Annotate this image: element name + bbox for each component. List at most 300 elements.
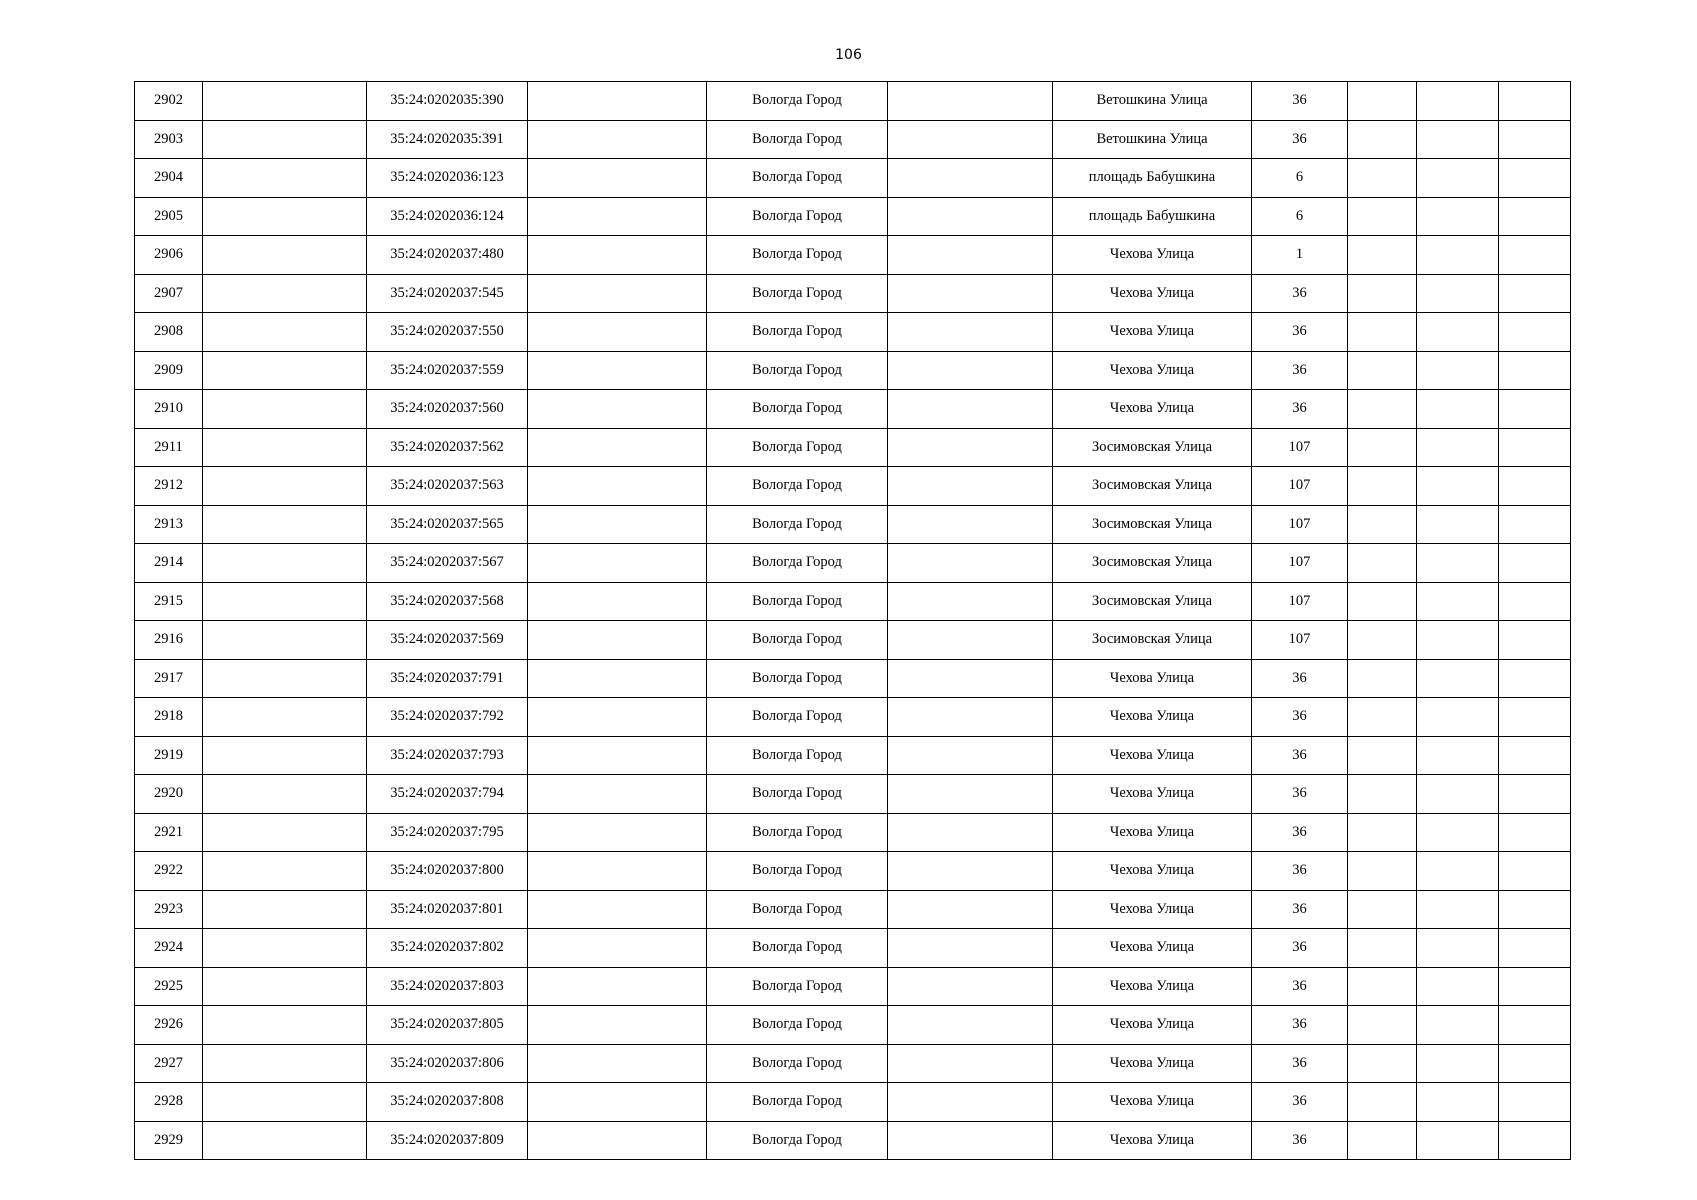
- house-number-cell: 36: [1252, 1083, 1348, 1122]
- row-number-cell: 2924: [135, 929, 203, 968]
- house-number-cell: 36: [1252, 120, 1348, 159]
- empty-cell: [203, 698, 367, 737]
- table-row: [135, 929, 1571, 968]
- empty-cell: [1348, 813, 1417, 852]
- empty-cell: [528, 197, 707, 236]
- empty-cell: [1417, 120, 1499, 159]
- empty-cell: [1348, 852, 1417, 891]
- empty-cell: [888, 351, 1053, 390]
- empty-cell: [203, 351, 367, 390]
- empty-cell: [203, 813, 367, 852]
- empty-cell: [1499, 82, 1571, 121]
- row-number-cell: 2907: [135, 274, 203, 313]
- table-row: [135, 159, 1571, 198]
- empty-cell: [1348, 351, 1417, 390]
- street-cell: Зосимовская Улица: [1053, 428, 1252, 467]
- street-cell: площадь Бабушкина: [1053, 197, 1252, 236]
- table-row: [135, 1006, 1571, 1045]
- table-row: [135, 813, 1571, 852]
- street-cell: Чехова Улица: [1053, 813, 1252, 852]
- table-row: [135, 236, 1571, 275]
- locality-cell: Вологда Город: [707, 698, 888, 737]
- table-row: [135, 890, 1571, 929]
- locality-cell: Вологда Город: [707, 1083, 888, 1122]
- table-body: [135, 82, 1571, 1160]
- empty-cell: [203, 197, 367, 236]
- empty-cell: [888, 1044, 1053, 1083]
- empty-cell: [528, 813, 707, 852]
- empty-cell: [1499, 544, 1571, 583]
- house-number-cell: 36: [1252, 313, 1348, 352]
- table-row: [135, 775, 1571, 814]
- table-row: [135, 390, 1571, 429]
- locality-cell: Вологда Город: [707, 236, 888, 275]
- locality-cell: Вологда Город: [707, 1121, 888, 1160]
- row-number-cell: 2905: [135, 197, 203, 236]
- empty-cell: [1499, 736, 1571, 775]
- empty-cell: [1499, 698, 1571, 737]
- empty-cell: [1417, 274, 1499, 313]
- locality-cell: Вологда Город: [707, 813, 888, 852]
- empty-cell: [888, 1083, 1053, 1122]
- street-cell: Ветошкина Улица: [1053, 82, 1252, 121]
- empty-cell: [888, 428, 1053, 467]
- empty-cell: [203, 890, 367, 929]
- locality-cell: Вологда Город: [707, 967, 888, 1006]
- empty-cell: [1499, 428, 1571, 467]
- empty-cell: [888, 544, 1053, 583]
- empty-cell: [888, 698, 1053, 737]
- cadastral-number-cell: 35:24:0202037:559: [367, 351, 528, 390]
- row-number-cell: 2928: [135, 1083, 203, 1122]
- house-number-cell: 36: [1252, 890, 1348, 929]
- row-number-cell: 2925: [135, 967, 203, 1006]
- house-number-cell: 6: [1252, 197, 1348, 236]
- empty-cell: [203, 390, 367, 429]
- street-cell: Зосимовская Улица: [1053, 582, 1252, 621]
- empty-cell: [1499, 890, 1571, 929]
- empty-cell: [203, 120, 367, 159]
- table-row: [135, 428, 1571, 467]
- empty-cell: [888, 197, 1053, 236]
- empty-cell: [528, 852, 707, 891]
- table-row: [135, 197, 1571, 236]
- cadastral-number-cell: 35:24:0202037:545: [367, 274, 528, 313]
- empty-cell: [528, 659, 707, 698]
- empty-cell: [1417, 428, 1499, 467]
- row-number-cell: 2908: [135, 313, 203, 352]
- empty-cell: [1499, 120, 1571, 159]
- empty-cell: [528, 1083, 707, 1122]
- table-row: [135, 505, 1571, 544]
- empty-cell: [1417, 313, 1499, 352]
- house-number-cell: 107: [1252, 505, 1348, 544]
- row-number-cell: 2918: [135, 698, 203, 737]
- locality-cell: Вологда Город: [707, 82, 888, 121]
- house-number-cell: 1: [1252, 236, 1348, 275]
- empty-cell: [1499, 159, 1571, 198]
- registry-table: [134, 81, 1571, 1160]
- street-cell: Чехова Улица: [1053, 236, 1252, 275]
- row-number-cell: 2915: [135, 582, 203, 621]
- row-number-cell: 2921: [135, 813, 203, 852]
- row-number-cell: 2920: [135, 775, 203, 814]
- empty-cell: [888, 313, 1053, 352]
- cadastral-number-cell: 35:24:0202037:567: [367, 544, 528, 583]
- cadastral-number-cell: 35:24:0202037:550: [367, 313, 528, 352]
- street-cell: Чехова Улица: [1053, 775, 1252, 814]
- empty-cell: [1417, 82, 1499, 121]
- house-number-cell: 107: [1252, 621, 1348, 660]
- street-cell: Чехова Улица: [1053, 390, 1252, 429]
- empty-cell: [1417, 698, 1499, 737]
- table-row: [135, 967, 1571, 1006]
- locality-cell: Вологда Город: [707, 659, 888, 698]
- house-number-cell: 36: [1252, 1044, 1348, 1083]
- empty-cell: [203, 274, 367, 313]
- house-number-cell: 36: [1252, 852, 1348, 891]
- empty-cell: [1499, 390, 1571, 429]
- empty-cell: [528, 929, 707, 968]
- empty-cell: [888, 1006, 1053, 1045]
- cadastral-number-cell: 35:24:0202037:809: [367, 1121, 528, 1160]
- page-number: 106: [835, 47, 862, 63]
- empty-cell: [528, 159, 707, 198]
- street-cell: Чехова Улица: [1053, 698, 1252, 737]
- empty-cell: [888, 890, 1053, 929]
- locality-cell: Вологда Город: [707, 428, 888, 467]
- table-row: [135, 1121, 1571, 1160]
- empty-cell: [1499, 313, 1571, 352]
- empty-cell: [528, 582, 707, 621]
- street-cell: Чехова Улица: [1053, 1044, 1252, 1083]
- empty-cell: [1417, 351, 1499, 390]
- row-number-cell: 2922: [135, 852, 203, 891]
- empty-cell: [888, 929, 1053, 968]
- table-row: [135, 1044, 1571, 1083]
- street-cell: Зосимовская Улица: [1053, 467, 1252, 506]
- table-row: [135, 313, 1571, 352]
- row-number-cell: 2929: [135, 1121, 203, 1160]
- cadastral-number-cell: 35:24:0202037:792: [367, 698, 528, 737]
- empty-cell: [528, 698, 707, 737]
- empty-cell: [888, 505, 1053, 544]
- empty-cell: [528, 544, 707, 583]
- locality-cell: Вологда Город: [707, 852, 888, 891]
- empty-cell: [1348, 582, 1417, 621]
- cadastral-number-cell: 35:24:0202035:390: [367, 82, 528, 121]
- empty-cell: [203, 929, 367, 968]
- empty-cell: [203, 967, 367, 1006]
- empty-cell: [1499, 197, 1571, 236]
- empty-cell: [888, 736, 1053, 775]
- empty-cell: [1499, 1044, 1571, 1083]
- empty-cell: [1417, 544, 1499, 583]
- empty-cell: [1417, 929, 1499, 968]
- empty-cell: [888, 621, 1053, 660]
- empty-cell: [888, 852, 1053, 891]
- house-number-cell: 107: [1252, 582, 1348, 621]
- empty-cell: [888, 82, 1053, 121]
- street-cell: Чехова Улица: [1053, 1083, 1252, 1122]
- street-cell: Чехова Улица: [1053, 659, 1252, 698]
- empty-cell: [1417, 582, 1499, 621]
- empty-cell: [1499, 621, 1571, 660]
- empty-cell: [888, 274, 1053, 313]
- house-number-cell: 36: [1252, 274, 1348, 313]
- empty-cell: [1348, 505, 1417, 544]
- locality-cell: Вологда Город: [707, 1006, 888, 1045]
- cadastral-number-cell: 35:24:0202037:805: [367, 1006, 528, 1045]
- empty-cell: [528, 313, 707, 352]
- empty-cell: [1499, 1121, 1571, 1160]
- house-number-cell: 36: [1252, 813, 1348, 852]
- empty-cell: [1417, 159, 1499, 198]
- empty-cell: [1348, 1083, 1417, 1122]
- empty-cell: [528, 120, 707, 159]
- empty-cell: [528, 82, 707, 121]
- cadastral-number-cell: 35:24:0202037:562: [367, 428, 528, 467]
- empty-cell: [1417, 197, 1499, 236]
- empty-cell: [1499, 505, 1571, 544]
- empty-cell: [528, 1121, 707, 1160]
- locality-cell: Вологда Город: [707, 505, 888, 544]
- street-cell: Чехова Улица: [1053, 890, 1252, 929]
- cadastral-number-cell: 35:24:0202037:791: [367, 659, 528, 698]
- cadastral-number-cell: 35:24:0202037:793: [367, 736, 528, 775]
- table-row: [135, 621, 1571, 660]
- empty-cell: [528, 351, 707, 390]
- empty-cell: [1499, 813, 1571, 852]
- empty-cell: [1348, 390, 1417, 429]
- empty-cell: [1499, 852, 1571, 891]
- row-number-cell: 2914: [135, 544, 203, 583]
- table-row: [135, 120, 1571, 159]
- street-cell: Чехова Улица: [1053, 274, 1252, 313]
- cadastral-number-cell: 35:24:0202037:568: [367, 582, 528, 621]
- house-number-cell: 36: [1252, 1006, 1348, 1045]
- locality-cell: Вологда Город: [707, 736, 888, 775]
- empty-cell: [528, 736, 707, 775]
- house-number-cell: 36: [1252, 390, 1348, 429]
- empty-cell: [1499, 929, 1571, 968]
- empty-cell: [888, 775, 1053, 814]
- row-number-cell: 2902: [135, 82, 203, 121]
- empty-cell: [888, 120, 1053, 159]
- locality-cell: Вологда Город: [707, 351, 888, 390]
- cadastral-number-cell: 35:24:0202037:801: [367, 890, 528, 929]
- empty-cell: [528, 775, 707, 814]
- empty-cell: [203, 582, 367, 621]
- empty-cell: [888, 1121, 1053, 1160]
- locality-cell: Вологда Город: [707, 159, 888, 198]
- house-number-cell: 36: [1252, 659, 1348, 698]
- empty-cell: [528, 967, 707, 1006]
- locality-cell: Вологда Город: [707, 621, 888, 660]
- locality-cell: Вологда Город: [707, 929, 888, 968]
- table-row: [135, 698, 1571, 737]
- empty-cell: [1417, 890, 1499, 929]
- row-number-cell: 2916: [135, 621, 203, 660]
- row-number-cell: 2906: [135, 236, 203, 275]
- empty-cell: [1417, 1121, 1499, 1160]
- cadastral-number-cell: 35:24:0202036:123: [367, 159, 528, 198]
- cadastral-number-cell: 35:24:0202037:560: [367, 390, 528, 429]
- locality-cell: Вологда Город: [707, 890, 888, 929]
- table-row: [135, 544, 1571, 583]
- street-cell: Чехова Улица: [1053, 929, 1252, 968]
- row-number-cell: 2909: [135, 351, 203, 390]
- empty-cell: [1499, 659, 1571, 698]
- table-row: [135, 467, 1571, 506]
- house-number-cell: 36: [1252, 775, 1348, 814]
- row-number-cell: 2923: [135, 890, 203, 929]
- empty-cell: [1348, 929, 1417, 968]
- empty-cell: [1348, 775, 1417, 814]
- street-cell: Зосимовская Улица: [1053, 621, 1252, 660]
- table-row: [135, 274, 1571, 313]
- house-number-cell: 107: [1252, 467, 1348, 506]
- cadastral-number-cell: 35:24:0202035:391: [367, 120, 528, 159]
- cadastral-number-cell: 35:24:0202037:806: [367, 1044, 528, 1083]
- empty-cell: [203, 621, 367, 660]
- empty-cell: [1417, 967, 1499, 1006]
- empty-cell: [888, 659, 1053, 698]
- empty-cell: [1417, 1006, 1499, 1045]
- street-cell: Чехова Улица: [1053, 1121, 1252, 1160]
- empty-cell: [203, 428, 367, 467]
- row-number-cell: 2904: [135, 159, 203, 198]
- cadastral-number-cell: 35:24:0202037:565: [367, 505, 528, 544]
- empty-cell: [528, 1006, 707, 1045]
- locality-cell: Вологда Город: [707, 313, 888, 352]
- street-cell: площадь Бабушкина: [1053, 159, 1252, 198]
- empty-cell: [203, 1121, 367, 1160]
- locality-cell: Вологда Город: [707, 544, 888, 583]
- empty-cell: [1417, 775, 1499, 814]
- cadastral-number-cell: 35:24:0202037:803: [367, 967, 528, 1006]
- empty-cell: [1348, 544, 1417, 583]
- empty-cell: [203, 236, 367, 275]
- empty-cell: [203, 1006, 367, 1045]
- row-number-cell: 2912: [135, 467, 203, 506]
- row-number-cell: 2927: [135, 1044, 203, 1083]
- empty-cell: [203, 852, 367, 891]
- empty-cell: [1417, 236, 1499, 275]
- street-cell: Чехова Улица: [1053, 736, 1252, 775]
- empty-cell: [888, 813, 1053, 852]
- table-row: [135, 736, 1571, 775]
- empty-cell: [528, 428, 707, 467]
- empty-cell: [1417, 852, 1499, 891]
- locality-cell: Вологда Город: [707, 467, 888, 506]
- empty-cell: [1499, 967, 1571, 1006]
- house-number-cell: 36: [1252, 82, 1348, 121]
- empty-cell: [888, 582, 1053, 621]
- empty-cell: [1417, 1083, 1499, 1122]
- house-number-cell: 36: [1252, 698, 1348, 737]
- empty-cell: [888, 236, 1053, 275]
- empty-cell: [1348, 659, 1417, 698]
- empty-cell: [203, 159, 367, 198]
- empty-cell: [1348, 197, 1417, 236]
- empty-cell: [528, 467, 707, 506]
- house-number-cell: 36: [1252, 1121, 1348, 1160]
- cadastral-number-cell: 35:24:0202036:124: [367, 197, 528, 236]
- empty-cell: [1417, 1044, 1499, 1083]
- empty-cell: [203, 544, 367, 583]
- empty-cell: [1499, 274, 1571, 313]
- empty-cell: [1417, 659, 1499, 698]
- empty-cell: [1348, 736, 1417, 775]
- empty-cell: [1348, 120, 1417, 159]
- empty-cell: [1348, 967, 1417, 1006]
- house-number-cell: 36: [1252, 967, 1348, 1006]
- empty-cell: [528, 505, 707, 544]
- house-number-cell: 6: [1252, 159, 1348, 198]
- empty-cell: [1348, 1006, 1417, 1045]
- row-number-cell: 2919: [135, 736, 203, 775]
- empty-cell: [203, 82, 367, 121]
- row-number-cell: 2910: [135, 390, 203, 429]
- empty-cell: [1348, 1044, 1417, 1083]
- locality-cell: Вологда Город: [707, 390, 888, 429]
- empty-cell: [1348, 1121, 1417, 1160]
- empty-cell: [203, 313, 367, 352]
- cadastral-number-cell: 35:24:0202037:563: [367, 467, 528, 506]
- empty-cell: [528, 890, 707, 929]
- row-number-cell: 2917: [135, 659, 203, 698]
- empty-cell: [203, 1044, 367, 1083]
- table-row: [135, 582, 1571, 621]
- empty-cell: [528, 390, 707, 429]
- empty-cell: [1348, 621, 1417, 660]
- row-number-cell: 2903: [135, 120, 203, 159]
- empty-cell: [1348, 467, 1417, 506]
- empty-cell: [1499, 1006, 1571, 1045]
- row-number-cell: 2926: [135, 1006, 203, 1045]
- street-cell: Чехова Улица: [1053, 313, 1252, 352]
- house-number-cell: 107: [1252, 544, 1348, 583]
- house-number-cell: 36: [1252, 736, 1348, 775]
- cadastral-number-cell: 35:24:0202037:795: [367, 813, 528, 852]
- house-number-cell: 36: [1252, 929, 1348, 968]
- cadastral-number-cell: 35:24:0202037:802: [367, 929, 528, 968]
- cadastral-number-cell: 35:24:0202037:800: [367, 852, 528, 891]
- empty-cell: [1348, 313, 1417, 352]
- empty-cell: [528, 1044, 707, 1083]
- empty-cell: [203, 775, 367, 814]
- locality-cell: Вологда Город: [707, 120, 888, 159]
- cadastral-number-cell: 35:24:0202037:569: [367, 621, 528, 660]
- empty-cell: [528, 621, 707, 660]
- empty-cell: [203, 1083, 367, 1122]
- street-cell: Чехова Улица: [1053, 967, 1252, 1006]
- house-number-cell: 36: [1252, 351, 1348, 390]
- empty-cell: [1417, 813, 1499, 852]
- street-cell: Чехова Улица: [1053, 351, 1252, 390]
- empty-cell: [1417, 621, 1499, 660]
- locality-cell: Вологда Город: [707, 1044, 888, 1083]
- empty-cell: [528, 236, 707, 275]
- empty-cell: [1348, 890, 1417, 929]
- empty-cell: [1348, 274, 1417, 313]
- cadastral-number-cell: 35:24:0202037:808: [367, 1083, 528, 1122]
- empty-cell: [1499, 236, 1571, 275]
- locality-cell: Вологда Город: [707, 775, 888, 814]
- street-cell: Чехова Улица: [1053, 852, 1252, 891]
- empty-cell: [203, 736, 367, 775]
